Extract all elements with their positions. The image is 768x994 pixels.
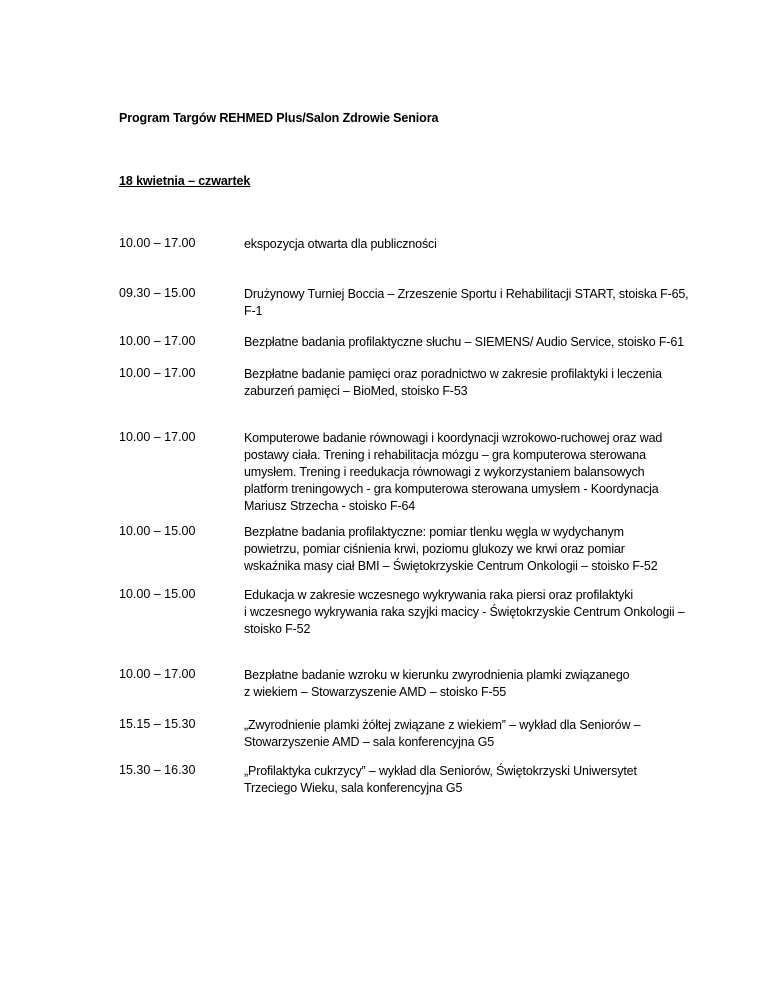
schedule-description-line: Bezpłatne badania profilaktyczne słuchu – SIEMENS/ Audio Service, stoisko F-61 [244,335,684,349]
schedule-description-line: Trzeciego Wieku, sala konferencyjna G5 [244,781,463,795]
schedule-time: 15.15 – 15.30 [119,717,196,731]
schedule-description-line: ekspozycja otwarta dla publiczności [244,237,437,251]
schedule-time: 10.00 – 17.00 [119,334,196,348]
schedule-description [244,587,722,638]
schedule-description-line: wskaźnika masy ciał BMI – Świętokrzyskie Centrum Onkologii – stoisko F-52 [244,559,658,573]
schedule-description-line: Komputerowe badanie równowagi i koordynacji wzrokowo-ruchowej oraz wad [244,431,663,445]
schedule-time: 10.00 – 17.00 [119,430,196,444]
schedule-description [244,717,722,751]
day-heading: 18 kwietnia – czwartek [119,174,251,188]
schedule-description [244,334,722,351]
schedule-description [244,524,722,575]
schedule-time: 10.00 – 15.00 [119,587,196,601]
schedule-time: 10.00 – 15.00 [119,524,196,538]
schedule-time: 10.00 – 17.00 [119,366,196,380]
schedule-description-line: Drużynowy Turniej Boccia – Zrzeszenie Sportu i Rehabilitacji START, stoiska F-65, [244,287,689,301]
schedule-description [244,286,722,320]
schedule-description-line: z wiekiem – Stowarzyszenie AMD – stoisko F-55 [244,685,507,699]
schedule-description-line: F-1 [244,304,263,318]
schedule-description-line: i wczesnego wykrywania raka szyjki macicy - Świętokrzyskie Centrum Onkologii – [244,605,685,619]
schedule-description-line: Bezpłatne badania profilaktyczne: pomiar tlenku węgla w wydychanym [244,525,624,539]
schedule-description-line: platform treningowych - gra komputerowa sterowana umysłem - Koordynacja [244,482,659,496]
schedule-description [244,430,722,515]
schedule-description-line: „Zwyrodnienie plamki żółtej związane z wiekiem” – wykład dla Seniorów – [244,718,641,732]
schedule-description [244,763,722,797]
schedule-time: 10.00 – 17.00 [119,667,196,681]
schedule-description-line: Bezpłatne badanie wzroku w kierunku zwyrodnienia plamki związanego [244,668,630,682]
schedule-description-line: stoisko F-52 [244,622,311,636]
schedule-description-line: postawy ciała. Trening i rehabilitacja mózgu – gra komputerowa sterowana [244,448,646,462]
schedule-description-line: zaburzeń pamięci – BioMed, stoisko F-53 [244,384,468,398]
schedule-description [244,667,722,701]
schedule-description [244,236,722,253]
schedule-time: 15.30 – 16.30 [119,763,196,777]
schedule-description-line: powietrzu, pomiar ciśnienia krwi, poziomu glukozy we krwi oraz pomiar [244,542,625,556]
schedule-description-line: Stowarzyszenie AMD – sala konferencyjna G5 [244,735,495,749]
schedule-time: 10.00 – 17.00 [119,236,196,250]
schedule-description [244,366,722,400]
schedule-description-line: Bezpłatne badanie pamięci oraz poradnictwo w zakresie profilaktyki i leczenia [244,367,662,381]
document-title: Program Targów REHMED Plus/Salon Zdrowie Seniora [119,111,439,125]
schedule-description-line: umysłem. Trening i reedukacja równowagi z wykorzystaniem balansowych [244,465,645,479]
schedule-time: 09.30 – 15.00 [119,286,196,300]
schedule-description-line: Mariusz Strzecha - stoisko F-64 [244,499,416,513]
schedule-description-line: „Profilaktyka cukrzycy” – wykład dla Seniorów, Świętokrzyski Uniwersytet [244,764,637,778]
schedule-description-line: Edukacja w zakresie wczesnego wykrywania raka piersi oraz profilaktyki [244,588,633,602]
